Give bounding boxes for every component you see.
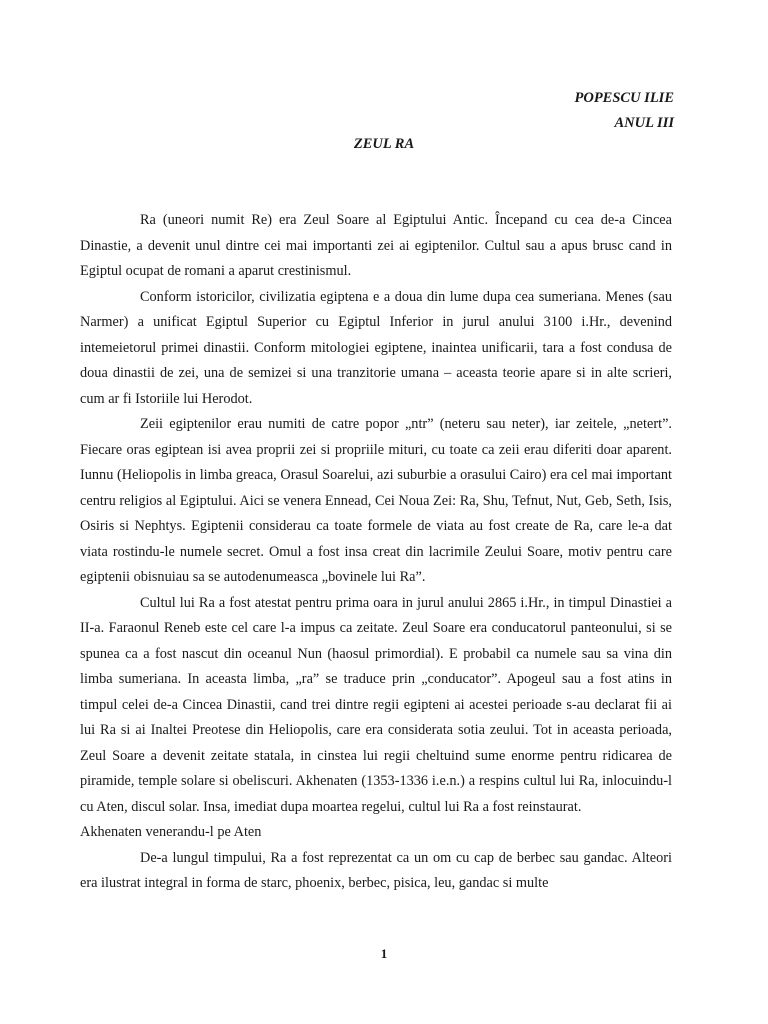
paragraph: De-a lungul timpului, Ra a fost reprezentat ca un om cu cap de berbec sau gandac. Alteori era ilustrat integral in forma de starc, phoenix, berbec, pisica, leu, gandac si multe bbox=[80, 849, 672, 891]
image-caption: Akhenaten venerandu-l pe Aten bbox=[80, 824, 262, 840]
document-body bbox=[80, 208, 672, 897]
paragraph: Ra (uneori numit Re) era Zeul Soare al Egiptului Antic. Începand cu cea de-a Cincea Dinastie, a devenit unul dintre cei mai importanti zei ai egiptenilor. Cultul sau a apus brusc cand in Egiptul ocupat de romani a aparut crestinismul. bbox=[80, 212, 672, 279]
academic-year: ANUL III bbox=[614, 115, 674, 131]
document-title: ZEUL RA bbox=[353, 136, 415, 152]
author-name: POPESCU ILIE bbox=[574, 90, 674, 106]
author-block bbox=[574, 86, 674, 136]
paragraph: Cultul lui Ra a fost atestat pentru prima oara in jurul anului 2865 i.Hr., in timpul Dinastiei a II-a. Faraonul Reneb este cel care l-a impus ca zeitate. Zeul Soare era conducatorul panteonului, si se spunea ca a fost nascut din oceanul Nun (haosul primordial). E probabil ca numele sau sa vina din limba sumeriana. In aceasta limba, „ra” se traduce prin „conducator”. Apogeul sau a fost atins in timpul celei de-a Cincea Dinastii, cand trei dintre regii egipteni ai acestei perioade s-au declarat fii ai lui Ra si ai Inaltei Preotese din Heliopolis, care era considerata sotia zeului. Tot in aceasta perioada, Zeul Soare a devenit zeitate statala, in cinstea lui regii cheltuind sume enorme pentru ridicarea de piramide, temple solare si obeliscuri. Akhenaten (1353-1336 i.e.n.) a respins cultul lui Ra, inlocuindu-l cu Aten, discul solar. Insa, imediat dupa moartea regelui, cultul lui Ra a fost reinstaurat. bbox=[80, 594, 672, 815]
paragraph: Zeii egiptenilor erau numiti de catre popor „ntr” (neteru sau neter), iar zeitele, „netert”. Fiecare oras egiptean isi avea proprii zei si propriile mituri, cu toate ca zeii erau diferiti doar aparent. Iunnu (Heliopolis in limba greaca, Orasul Soarelui, azi suburbie a orasului Cairo) era cel mai important centru religios al Egiptului. Aici se venera Ennead, Cei Noua Zei: Ra, Shu, Tefnut, Nut, Geb, Seth, Isis, Osiris si Nephtys. Egiptenii considerau ca toate formele de viata au fost create de Ra, care le-a dat viata rostindu-le numele secret. Omul a fost insa creat din lacrimile Zeului Soare, motiv pentru care egiptenii obisnuiau sa se autodenumeasca „bovinele lui Ra”. bbox=[80, 416, 672, 585]
page-number: 1 bbox=[380, 946, 388, 961]
paragraph: Conform istoricilor, civilizatia egiptena e a doua din lume dupa cea sumeriana. Menes (sau Narmer) a unificat Egiptul Superior cu Egiptul Inferior in jurul anului 3100 i.Hr., devenind intemeietorul primei dinastii. Conform mitologiei egiptene, inaintea unificarii, tara a fost condusa de doua dinastii de zei, una de semizei si una tranzitorie umana – aceasta teorie apare si in alte scrieri, cum ar fi Istoriile lui Herodot. bbox=[80, 288, 672, 407]
